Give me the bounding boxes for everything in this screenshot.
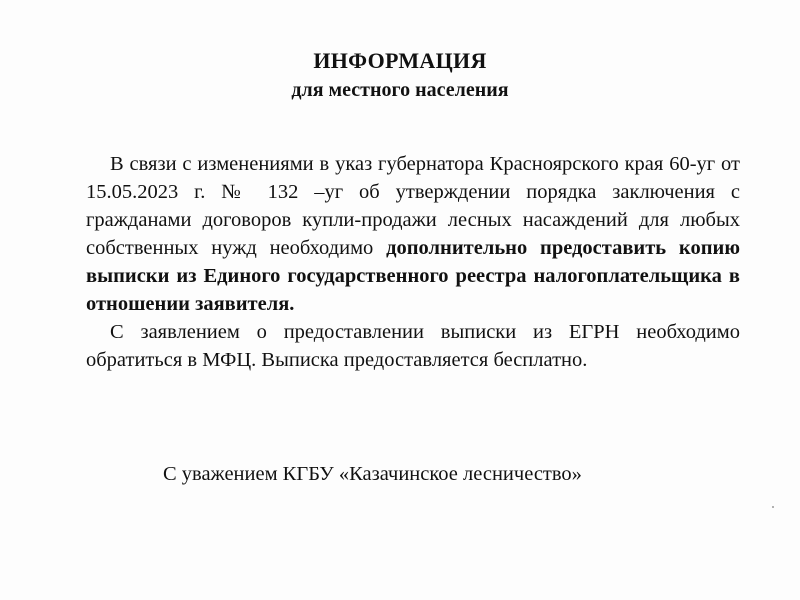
document-subtitle: для местного населения: [291, 79, 509, 101]
paragraph-2: С заявлением о предоставлении выписки из ЕГРН необходимо обратиться в МФЦ. Выписка предоставляется бесплатно.: [86, 321, 740, 371]
document-body: [86, 150, 740, 374]
paragraph-1-bold: дополнительно предоставить копию выписки из Единого государственного реестра налогоплательщика в отношении заявителя.: [86, 237, 741, 315]
scan-speck: [772, 506, 774, 508]
signature-line: С уважением КГБУ «Казачинское лесничество»: [163, 463, 582, 485]
paragraph-1-plain: В связи с изменениями в указ губернатора Красноярского края 60-уг от 15.05.2023 г. № 132 –уг об утверждении порядка заключения с гражданами договоров купли-продажи лесных насаждений для любых собственных нужд необходимо: [86, 153, 740, 259]
paragraph-1: [86, 150, 740, 318]
document-title: ИНФОРМАЦИЯ: [313, 48, 487, 73]
